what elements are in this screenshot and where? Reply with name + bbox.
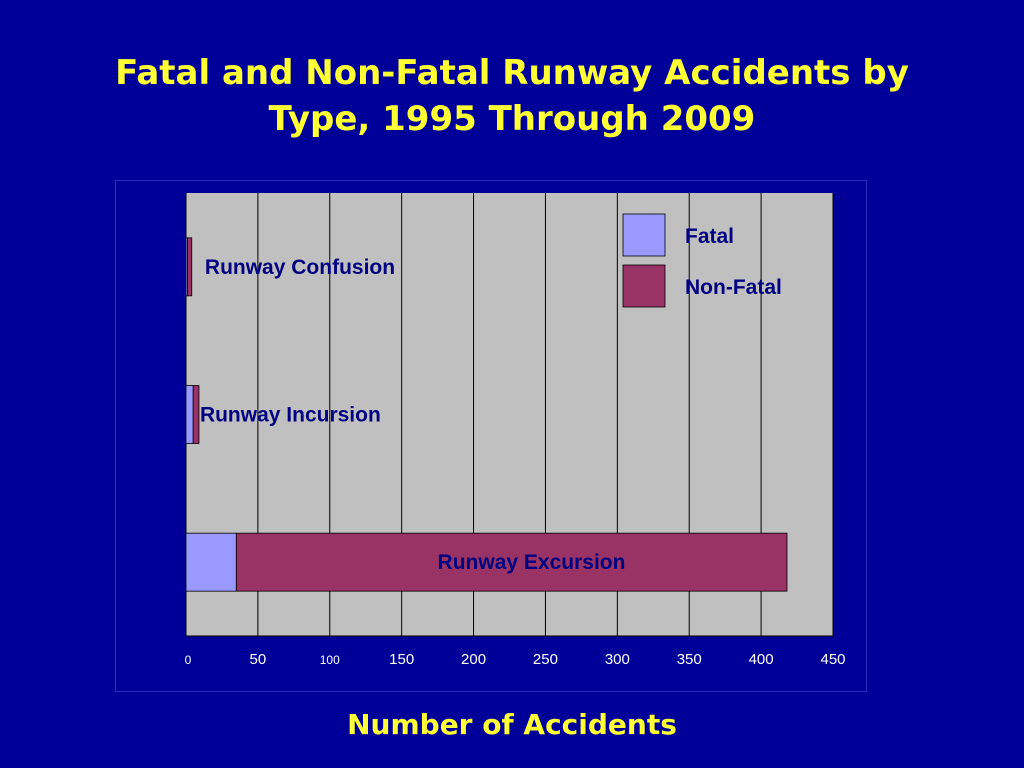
legend-swatch xyxy=(623,214,665,256)
x-tick-label: 450 xyxy=(820,651,846,668)
x-tick-label: 300 xyxy=(604,651,630,668)
bar-segment xyxy=(193,386,199,444)
x-tick-label: 100 xyxy=(319,653,340,667)
legend-label: Non-Fatal xyxy=(685,276,782,299)
chart-title-line-1: Fatal and Non-Fatal Runway Accidents by xyxy=(115,53,909,93)
x-axis-label: Number of Accidents xyxy=(347,708,677,741)
bar-segment xyxy=(186,386,193,444)
legend-swatch xyxy=(623,265,665,307)
bar-segment xyxy=(187,238,191,296)
x-tick-label: 400 xyxy=(748,651,774,668)
bar-segment xyxy=(186,533,236,591)
x-tick-label: 0 xyxy=(184,653,192,667)
x-tick-label: 250 xyxy=(532,651,558,668)
x-tick-label: 150 xyxy=(389,651,415,668)
category-label: Runway Confusion xyxy=(204,255,396,279)
x-tick-label: 350 xyxy=(676,651,702,668)
x-tick-label: 200 xyxy=(461,651,487,668)
category-label: Runway Incursion xyxy=(199,403,381,427)
x-tick-label: 50 xyxy=(249,651,267,668)
chart-title-line-2: Type, 1995 Through 2009 xyxy=(268,99,756,139)
legend-label: Fatal xyxy=(685,225,735,248)
category-label: Runway Excursion xyxy=(437,551,626,575)
